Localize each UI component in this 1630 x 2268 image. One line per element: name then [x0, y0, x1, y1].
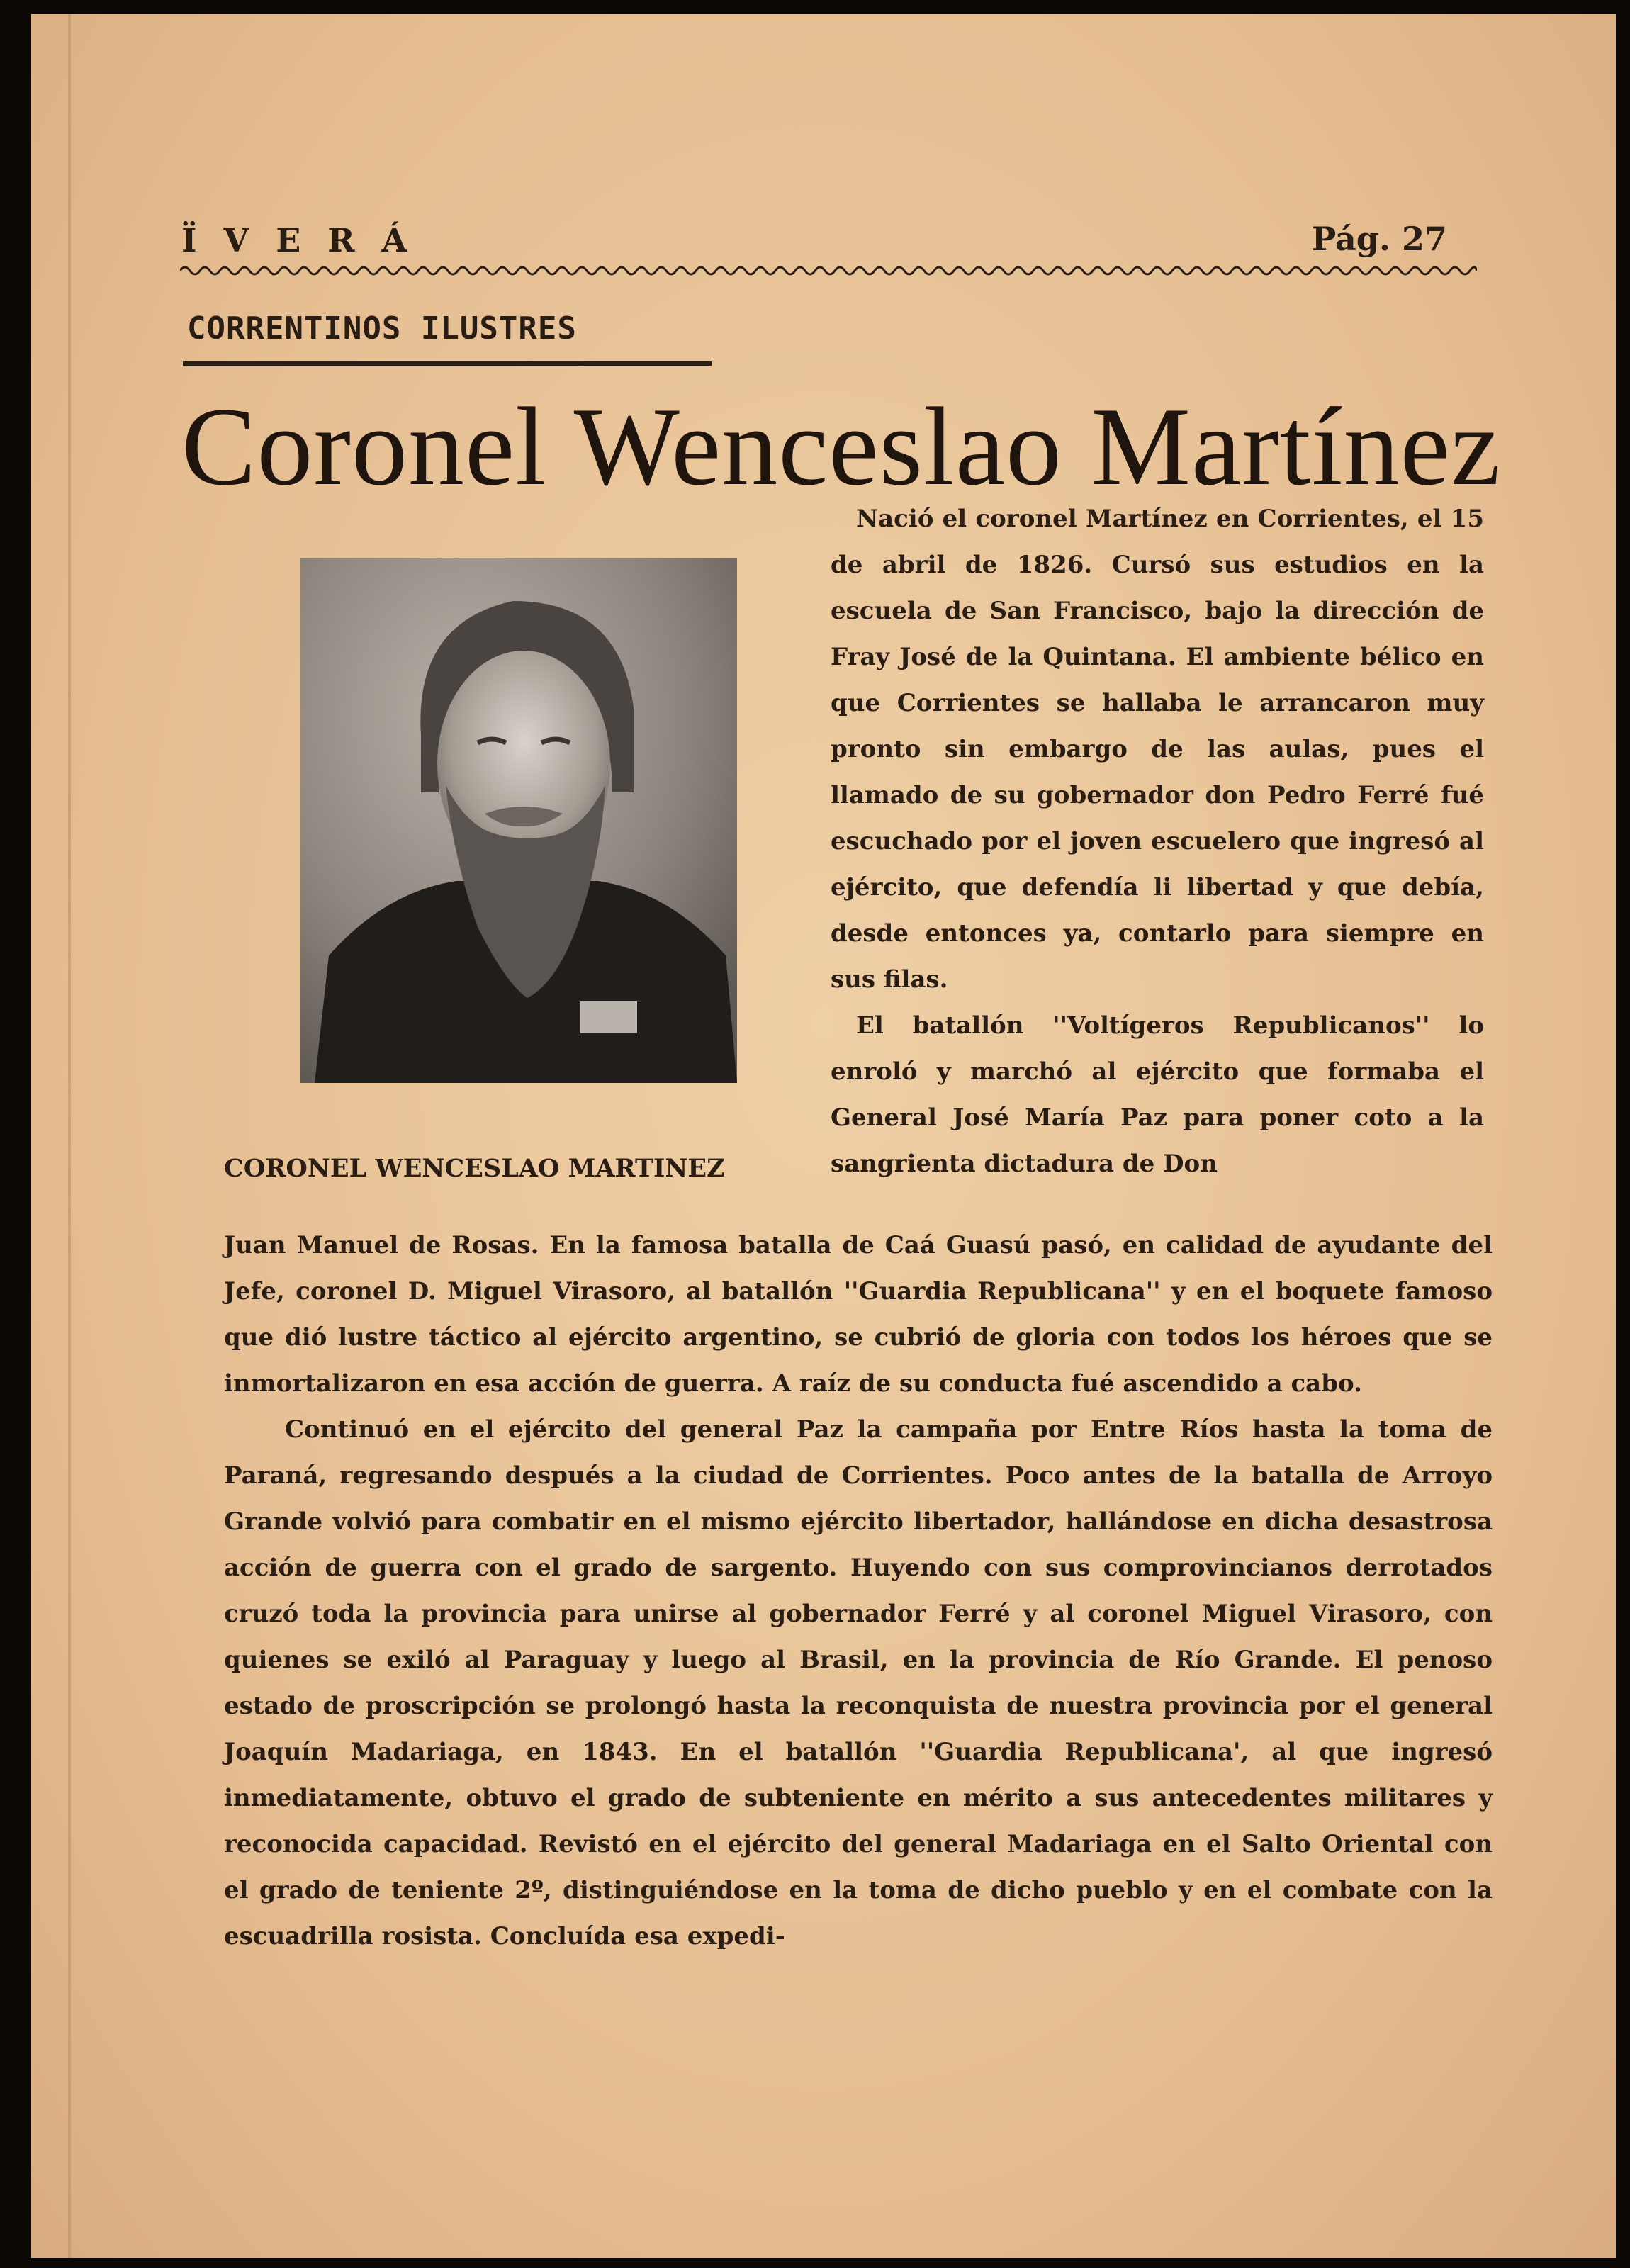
- section-underline: [183, 361, 712, 366]
- full-width-text: [224, 1223, 1493, 1960]
- paragraph-3: Continuó en el ejército del general Paz la campaña por Entre Ríos hasta la toma de Paraná, regresando después a la ciudad de Corrientes. Poco antes de la batalla de Arroyo Grande volvió para combatir en el mismo ejército libertador, hallándose en dicha desastrosa acción de guerra con el grado de sargento. Huyendo con sus comprovincianos derrotados cruzó toda la provincia para unirse al gobernador Ferré y al coronel Miguel Virasoro, con quienes se exiló al Paraguay y luego al Brasil, en la provincia de Río Grande. El penoso estado de proscripción se prolongó hasta la reconquista de nuestra provincia por el general Joaquín Madariaga, en 1843. En el batallón ''Guardia Republicana', al que ingresó inmediatamente, obtuvo el grado de subteniente en mérito a sus antecedentes militares y reconocida capacidad. Revistó en el ejército del general Madariaga en el Salto Oriental con el grado de teniente 2º, distinguiéndose en la toma de dicho pueblo y en el combate con la escuadrilla rosista. Concluída esa expedi-: [224, 1415, 1493, 1950]
- photo-caption: CORONEL WENCESLAO MARTINEZ: [224, 1154, 725, 1183]
- page-number: Pág. 27: [1311, 220, 1447, 258]
- page: [31, 14, 1616, 2258]
- section-label: CORRENTINOS ILUSTRES: [187, 310, 577, 347]
- wavy-rule: [180, 262, 1477, 279]
- portrait-photo: [300, 558, 737, 1083]
- right-column: [831, 496, 1484, 1187]
- paragraph-2-continued: Juan Manuel de Rosas. En la famosa batalla de Caá Guasú pasó, en calidad de ayudante del Jefe, coronel D. Miguel Virasoro, al batallón ''Guardia Republicana'' y en el boquete famoso que dió lustre táctico al ejército argentino, se cubrió de gloria con todos los héroes que se inmortalizaron en esa acción de guerra. A raíz de su conducta fué ascendido a cabo.: [224, 1231, 1493, 1398]
- page-fold: [68, 14, 71, 2258]
- paragraph-1: Nació el coronel Martínez en Corrientes, el 15 de abril de 1826. Cursó sus estudios en la escuela de San Francisco, bajo la dirección de Fray José de la Quintana. El ambiente bélico en que Corrientes se hallaba le arrancaron muy pronto sin embargo de las aulas, pues el llamado de su gobernador don Pedro Ferré fué escuchado por el joven escuelero que ingresó al ejército, que defendía li libertad y que debía, desde entonces ya, contarlo para siempre en sus filas.: [831, 505, 1484, 994]
- article-title: Coronel Wenceslao Martínez: [181, 385, 1501, 509]
- running-title: ÏVERÁ: [181, 221, 434, 259]
- paragraph-2: El batallón ''Voltígeros Republicanos'' lo enroló y marchó al ejército que formaba el General José María Paz para poner coto a la sangrienta dictadura de Don: [831, 1011, 1484, 1178]
